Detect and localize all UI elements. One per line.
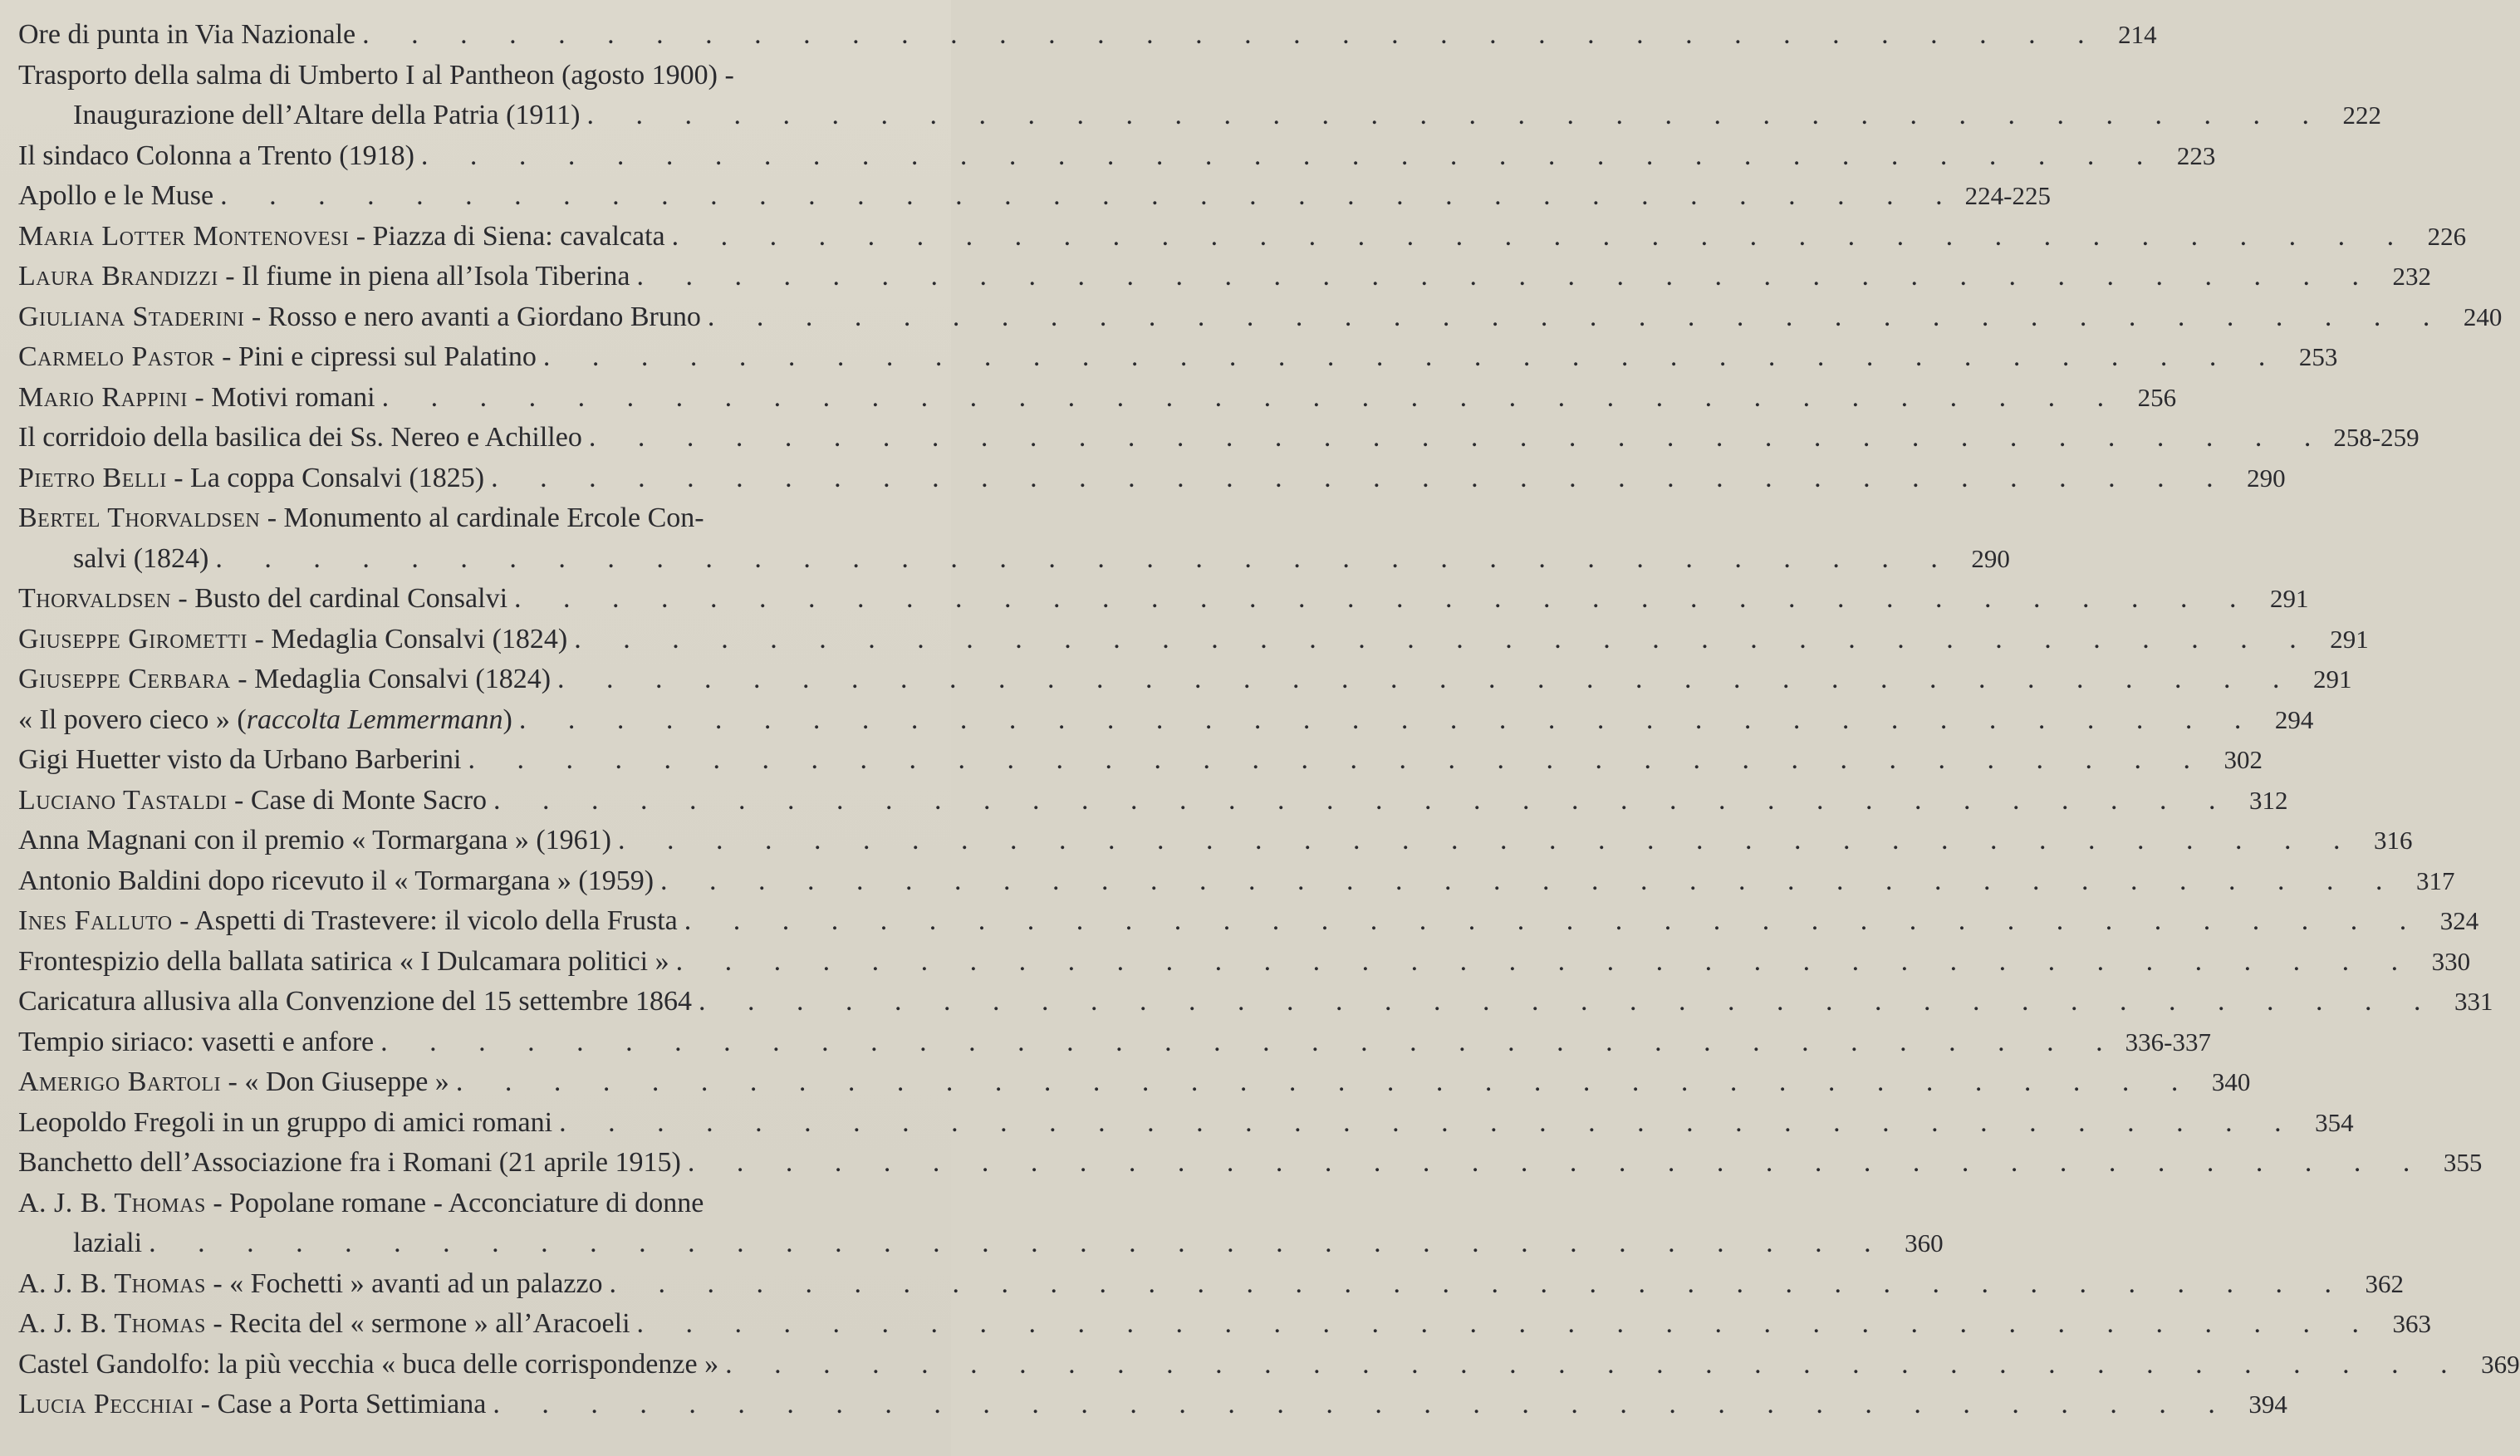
index-entry: [18, 257, 2431, 297]
page-number: 340: [2211, 1067, 2251, 1096]
page-number: 331: [2454, 987, 2493, 1016]
page-number: 291: [2330, 624, 2369, 654]
entry-title: - Busto del cardinal Consalvi: [170, 583, 508, 614]
dot-leader: [580, 96, 2326, 136]
dot-leader: [718, 1345, 2465, 1385]
index-entry: [18, 15, 2157, 56]
dot-leader: [681, 1143, 2428, 1184]
index-entry: [18, 136, 2216, 177]
index-entry: [18, 1022, 2211, 1063]
entry-text: [18, 1184, 704, 1224]
entry-title: - « Don Giuseppe »: [221, 1066, 449, 1097]
page-number: 294: [2274, 704, 2314, 734]
dot-leader: [567, 620, 2314, 660]
entry-title-continued: laziali: [73, 1228, 143, 1258]
entry-title: Banchetto dell’Associazione fra i Romani (21 aprile 1915): [18, 1147, 681, 1178]
dot-leader: [375, 378, 2122, 419]
dot-leader: [142, 1223, 1889, 1264]
page-number: 394: [2248, 1390, 2287, 1419]
entry-title: Anna Magnani con il premio « Tormargana » (1961): [18, 825, 611, 855]
entry-title: Tempio siriaco: vasetti e anfore: [18, 1026, 375, 1057]
entry-text: [18, 217, 665, 257]
entry-text: [18, 579, 507, 620]
index-entry-continuation: [18, 1223, 1944, 1264]
entry-author: Amerigo Bartoli: [18, 1066, 222, 1097]
entry-author: Maria Lotter Montenovesi: [18, 220, 350, 252]
dot-leader: [414, 136, 2161, 177]
entry-title: Ore di punta in Via Nazionale: [18, 19, 356, 50]
page-number: 290: [1971, 543, 2010, 573]
index-entry: [18, 297, 2503, 338]
dot-leader: [461, 740, 2208, 781]
page-number: 223: [2176, 140, 2216, 170]
entry-title: « Il povero cieco » (: [18, 703, 247, 735]
entry-text: [18, 901, 678, 942]
index-entry: [18, 1184, 928, 1224]
entry-title: - Piazza di Siena: cavalcata: [349, 220, 665, 252]
page-number: 291: [2270, 584, 2309, 613]
page-number: 290: [2247, 463, 2286, 493]
entry-author: A. J. B. Thomas: [18, 1308, 206, 1339]
entry-title: Il corridoio della basilica dei Ss. Nereo e Achilleo: [18, 422, 582, 453]
entry-author: Pietro Belli: [18, 462, 167, 493]
page-number: 214: [2118, 20, 2157, 49]
dot-leader: [208, 539, 1955, 580]
page-number: 317: [2416, 865, 2455, 895]
index-entry: [18, 458, 2286, 499]
dot-leader: [487, 781, 2233, 821]
entry-author: Lucia Pecchiai: [18, 1389, 194, 1419]
index-entry: [18, 378, 2177, 419]
entry-author: Giuseppe Girometti: [18, 623, 248, 654]
entry-title-continued: Inaugurazione dell’Altare della Patria (1911): [73, 100, 581, 130]
index-entry-continuation: [18, 539, 2010, 580]
page-number: 330: [2431, 946, 2471, 976]
entry-title-end: ): [503, 703, 512, 735]
entry-title: - Medaglia Consalvi (1824): [230, 664, 552, 694]
dot-leader: [213, 176, 1960, 217]
dot-leader: [507, 579, 2254, 620]
dot-leader: [692, 982, 2439, 1022]
page-number: 362: [2365, 1268, 2405, 1298]
entry-author: Laura Brandizzi: [18, 261, 218, 292]
entry-title: Il sindaco Colonna a Trento (1918): [18, 140, 414, 171]
page-number: 232: [2392, 262, 2431, 291]
dot-leader: [701, 297, 2448, 338]
entry-title: - Il fiume in piena all’Isola Tiberina: [218, 261, 630, 292]
entry-author: Giuliana Staderini: [18, 301, 245, 332]
entry-author: Giuseppe Cerbara: [18, 664, 231, 694]
index-entry: [18, 659, 2352, 700]
dot-leader: [355, 15, 2102, 56]
index-entry: [18, 418, 2419, 458]
page-number: 253: [2298, 342, 2338, 371]
entry-title: - « Fochetti » avanti ad un palazzo: [205, 1267, 603, 1299]
entry-title: Caricatura allusiva alla Convenzione del 15 settembre 1864: [18, 986, 693, 1017]
entry-title: - La coppa Consalvi (1825): [166, 462, 485, 493]
dot-leader: [603, 1264, 2350, 1305]
entry-author: Bertel Thorvaldsen: [18, 502, 261, 533]
entry-title: - Case a Porta Settimiana: [194, 1389, 487, 1419]
index-entry: [18, 1143, 2483, 1184]
entry-author: Ines Falluto: [18, 905, 173, 936]
page-number: 316: [2373, 826, 2413, 855]
page-number: 369: [2481, 1349, 2520, 1379]
entry-title: Trasporto della salma di Umberto I al Pantheon (agosto 1900) -: [18, 59, 734, 91]
entry-title: Antonio Baldini dopo ricevuto il « Tormargana » (1959): [18, 865, 655, 896]
page-number: 258-259: [2333, 423, 2419, 452]
index-entry: [18, 1062, 2251, 1103]
page-number: 224-225: [1964, 181, 2051, 210]
dot-leader: [678, 901, 2424, 942]
entry-author: Luciano Tastaldi: [18, 784, 228, 816]
page-number: 302: [2223, 745, 2263, 774]
index-entry: [18, 901, 2479, 942]
dot-leader: [512, 700, 2259, 741]
dot-leader: [552, 1103, 2299, 1144]
index-entry: [18, 1385, 2287, 1425]
entry-title: Leopoldo Fregoli in un gruppo di amici romani: [18, 1106, 553, 1138]
dot-leader: [630, 1304, 2377, 1345]
index-entry: [18, 579, 2309, 620]
index-entry: [18, 861, 2455, 902]
entry-author: Thorvaldsen: [18, 583, 171, 614]
entry-title: - Case di Monte Sacro: [227, 784, 488, 816]
entry-title: Gigi Huetter visto da Urbano Barberini: [18, 744, 462, 775]
page-number: 324: [2439, 906, 2479, 935]
entry-text: [18, 257, 630, 297]
entry-title: - Medaglia Consalvi (1824): [247, 623, 568, 654]
entry-title: - Pini e cipressi sul Palatino: [214, 341, 537, 372]
dot-leader: [374, 1022, 2120, 1063]
entry-text: [18, 498, 704, 539]
index-entry-continuation: [18, 96, 2381, 136]
entry-title: - Recita del « sermone » all’Aracoeli: [205, 1308, 630, 1339]
index-entry: [18, 1304, 2432, 1345]
index-entry: [18, 700, 2314, 741]
page-number: 312: [2249, 785, 2288, 815]
entry-title: - Motivi romani: [187, 381, 375, 413]
entry-author: Carmelo Pastor: [18, 341, 215, 372]
index-entry: [18, 1103, 2354, 1144]
index-entry: [18, 56, 928, 96]
entry-title: - Monumento al cardinale Ercole Con-: [260, 502, 704, 533]
dot-leader: [654, 861, 2400, 902]
entry-title: Apollo e le Muse: [18, 180, 214, 211]
dot-leader: [449, 1062, 2196, 1103]
page-number: 336-337: [2125, 1027, 2211, 1056]
entry-text: [18, 1304, 630, 1345]
entry-text: [18, 337, 537, 378]
entry-text: [18, 458, 484, 499]
entry-text: [18, 1385, 486, 1425]
entry-title: Castel Gandolfo: la più vecchia « buca delle corrispondenze »: [18, 1348, 719, 1380]
entry-text: [18, 620, 567, 660]
entry-title: Frontespizio della ballata satirica « I Dulcamara politici »: [18, 945, 669, 977]
index-entry: [18, 781, 2288, 821]
entry-text: [18, 700, 512, 741]
page-number: 360: [1905, 1228, 1944, 1257]
dot-leader: [551, 659, 2297, 700]
page-number: 354: [2315, 1107, 2354, 1137]
dot-leader: [582, 418, 2329, 458]
dot-leader: [537, 337, 2283, 378]
entry-text: [18, 1062, 449, 1103]
index-entry: [18, 337, 2338, 378]
dot-leader: [665, 217, 2412, 257]
entry-text: [18, 659, 551, 700]
entry-title: - Rosso e nero avanti a Giordano Bruno: [244, 301, 701, 332]
entry-text: [18, 378, 375, 419]
entry-author: A. J. B. Thomas: [18, 1267, 206, 1299]
dot-leader: [486, 1385, 2233, 1425]
entry-text: [18, 297, 701, 338]
index-entry: [18, 821, 2413, 861]
entry-text: [18, 1264, 603, 1305]
index-entry: [18, 1264, 2405, 1305]
entry-title-continued: salvi (1824): [73, 542, 209, 574]
entry-title-italic: raccolta Lemmermann: [246, 703, 503, 735]
page-number: 291: [2313, 664, 2352, 694]
index-entry: [18, 982, 2493, 1022]
index-entry: [18, 620, 2369, 660]
dot-leader: [611, 821, 2358, 861]
index-entry: [18, 217, 2467, 257]
entry-author: A. J. B. Thomas: [18, 1187, 206, 1218]
index-entry: [18, 176, 2051, 217]
index-entry: [18, 942, 2471, 983]
entry-author: Mario Rappini: [18, 381, 188, 413]
page-number: 222: [2342, 100, 2381, 130]
index-entry: [18, 1345, 2520, 1385]
entry-title: - Aspetti di Trastevere: il vicolo della Frusta: [172, 905, 678, 936]
illustrations-index: [18, 15, 2520, 1425]
dot-leader: [484, 458, 2231, 499]
page-number: 363: [2392, 1309, 2432, 1338]
page-number: 256: [2137, 382, 2177, 412]
page-number: 240: [2463, 301, 2503, 331]
entry-text: [18, 781, 487, 821]
entry-title: - Popolane romane - Acconciature di donne: [205, 1187, 704, 1218]
index-entry: [18, 498, 928, 539]
page-number: 355: [2443, 1148, 2483, 1177]
page-number: 226: [2427, 221, 2467, 251]
dot-leader: [630, 257, 2377, 297]
index-entry: [18, 740, 2263, 781]
dot-leader: [669, 942, 2416, 983]
